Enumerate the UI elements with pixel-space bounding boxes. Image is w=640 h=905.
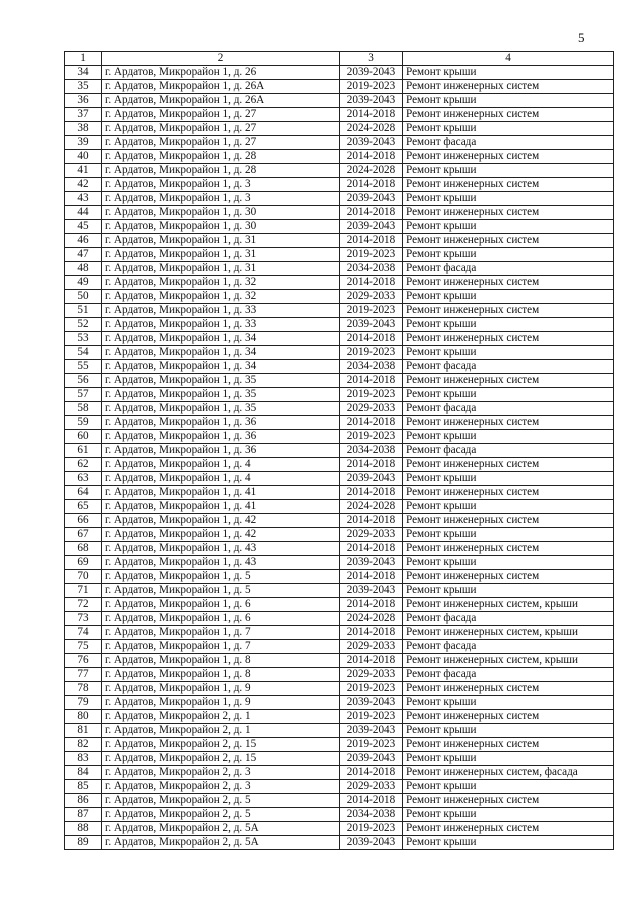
period-cell: 2039-2043 <box>340 472 403 486</box>
table-row <box>65 402 614 416</box>
row-number-cell: 59 <box>65 416 102 430</box>
work-type-cell: Ремонт крыши <box>403 556 614 570</box>
row-number-cell: 74 <box>65 626 102 640</box>
work-type-cell: Ремонт инженерных систем <box>403 178 614 192</box>
address-cell: г. Ардатов, Микрорайон 2, д. 3 <box>102 780 340 794</box>
address-cell: г. Ардатов, Микрорайон 1, д. 34 <box>102 332 340 346</box>
address-cell: г. Ардатов, Микрорайон 1, д. 7 <box>102 640 340 654</box>
table-row <box>65 612 614 626</box>
row-number-cell: 71 <box>65 584 102 598</box>
work-type-cell: Ремонт фасада <box>403 262 614 276</box>
row-number-cell: 88 <box>65 822 102 836</box>
row-number-cell: 70 <box>65 570 102 584</box>
table-row <box>65 416 614 430</box>
work-type-cell: Ремонт инженерных систем, крыши <box>403 598 614 612</box>
work-type-cell: Ремонт инженерных систем <box>403 682 614 696</box>
row-number-cell: 73 <box>65 612 102 626</box>
period-cell: 2039-2043 <box>340 94 403 108</box>
work-type-cell: Ремонт инженерных систем <box>403 542 614 556</box>
address-cell: г. Ардатов, Микрорайон 1, д. 42 <box>102 528 340 542</box>
period-cell: 2019-2023 <box>340 430 403 444</box>
work-type-cell: Ремонт крыши <box>403 472 614 486</box>
period-cell: 2019-2023 <box>340 346 403 360</box>
work-type-cell: Ремонт крыши <box>403 808 614 822</box>
work-type-cell: Ремонт инженерных систем, крыши <box>403 654 614 668</box>
address-cell: г. Ардатов, Микрорайон 1, д. 27 <box>102 136 340 150</box>
table-row <box>65 346 614 360</box>
row-number-cell: 82 <box>65 738 102 752</box>
row-number-cell: 63 <box>65 472 102 486</box>
work-type-cell: Ремонт инженерных систем <box>403 206 614 220</box>
address-cell: г. Ардатов, Микрорайон 2, д. 15 <box>102 738 340 752</box>
table-row <box>65 500 614 514</box>
address-cell: г. Ардатов, Микрорайон 1, д. 4 <box>102 472 340 486</box>
table-row <box>65 206 614 220</box>
row-number-cell: 72 <box>65 598 102 612</box>
row-number-cell: 87 <box>65 808 102 822</box>
address-cell: г. Ардатов, Микрорайон 1, д. 3 <box>102 192 340 206</box>
period-cell: 2014-2018 <box>340 374 403 388</box>
address-cell: г. Ардатов, Микрорайон 1, д. 34 <box>102 360 340 374</box>
row-number-cell: 54 <box>65 346 102 360</box>
table-row <box>65 276 614 290</box>
table-row <box>65 542 614 556</box>
table-row <box>65 388 614 402</box>
table-row <box>65 178 614 192</box>
table-row <box>65 654 614 668</box>
address-cell: г. Ардатов, Микрорайон 1, д. 32 <box>102 276 340 290</box>
row-number-cell: 56 <box>65 374 102 388</box>
address-cell: г. Ардатов, Микрорайон 1, д. 35 <box>102 388 340 402</box>
work-type-cell: Ремонт крыши <box>403 66 614 80</box>
table-row <box>65 318 614 332</box>
address-cell: г. Ардатов, Микрорайон 1, д. 43 <box>102 542 340 556</box>
period-cell: 2019-2023 <box>340 738 403 752</box>
period-cell: 2019-2023 <box>340 682 403 696</box>
period-cell: 2019-2023 <box>340 304 403 318</box>
row-number-cell: 89 <box>65 836 102 850</box>
work-type-cell: Ремонт инженерных систем, крыши <box>403 626 614 640</box>
period-cell: 2019-2023 <box>340 388 403 402</box>
address-cell: г. Ардатов, Микрорайон 2, д. 1 <box>102 724 340 738</box>
period-cell: 2024-2028 <box>340 164 403 178</box>
period-cell: 2029-2033 <box>340 780 403 794</box>
column-header-1: 1 <box>65 52 102 66</box>
table-row <box>65 710 614 724</box>
column-header-3: 3 <box>340 52 403 66</box>
row-number-cell: 65 <box>65 500 102 514</box>
table-row <box>65 528 614 542</box>
table-row <box>65 836 614 850</box>
work-type-cell: Ремонт крыши <box>403 290 614 304</box>
address-cell: г. Ардатов, Микрорайон 1, д. 26 <box>102 66 340 80</box>
work-type-cell: Ремонт крыши <box>403 430 614 444</box>
table-row <box>65 696 614 710</box>
table-row <box>65 724 614 738</box>
period-cell: 2014-2018 <box>340 654 403 668</box>
address-cell: г. Ардатов, Микрорайон 1, д. 31 <box>102 262 340 276</box>
table-row <box>65 584 614 598</box>
row-number-cell: 37 <box>65 108 102 122</box>
period-cell: 2039-2043 <box>340 556 403 570</box>
row-number-cell: 84 <box>65 766 102 780</box>
row-number-cell: 41 <box>65 164 102 178</box>
table-row <box>65 136 614 150</box>
period-cell: 2034-2038 <box>340 360 403 374</box>
table-row <box>65 94 614 108</box>
address-cell: г. Ардатов, Микрорайон 1, д. 34 <box>102 346 340 360</box>
work-type-cell: Ремонт крыши <box>403 528 614 542</box>
period-cell: 2029-2033 <box>340 290 403 304</box>
period-cell: 2014-2018 <box>340 178 403 192</box>
work-type-cell: Ремонт крыши <box>403 220 614 234</box>
row-number-cell: 85 <box>65 780 102 794</box>
work-type-cell: Ремонт крыши <box>403 500 614 514</box>
work-type-cell: Ремонт инженерных систем <box>403 234 614 248</box>
row-number-cell: 77 <box>65 668 102 682</box>
work-type-cell: Ремонт инженерных систем <box>403 570 614 584</box>
table-row <box>65 640 614 654</box>
work-type-cell: Ремонт крыши <box>403 122 614 136</box>
work-type-cell: Ремонт инженерных систем <box>403 458 614 472</box>
row-number-cell: 66 <box>65 514 102 528</box>
work-type-cell: Ремонт крыши <box>403 318 614 332</box>
work-type-cell: Ремонт инженерных систем <box>403 150 614 164</box>
work-type-cell: Ремонт крыши <box>403 584 614 598</box>
table-row <box>65 248 614 262</box>
period-cell: 2039-2043 <box>340 318 403 332</box>
work-type-cell: Ремонт инженерных систем <box>403 374 614 388</box>
table-row <box>65 808 614 822</box>
period-cell: 2039-2043 <box>340 584 403 598</box>
table-row <box>65 164 614 178</box>
row-number-cell: 69 <box>65 556 102 570</box>
table-row <box>65 668 614 682</box>
period-cell: 2014-2018 <box>340 766 403 780</box>
row-number-cell: 48 <box>65 262 102 276</box>
address-cell: г. Ардатов, Микрорайон 1, д. 36 <box>102 444 340 458</box>
row-number-cell: 62 <box>65 458 102 472</box>
period-cell: 2014-2018 <box>340 276 403 290</box>
period-cell: 2034-2038 <box>340 262 403 276</box>
period-cell: 2029-2033 <box>340 640 403 654</box>
row-number-cell: 35 <box>65 80 102 94</box>
work-type-cell: Ремонт инженерных систем <box>403 276 614 290</box>
table-row <box>65 430 614 444</box>
row-number-cell: 58 <box>65 402 102 416</box>
address-cell: г. Ардатов, Микрорайон 1, д. 31 <box>102 234 340 248</box>
work-type-cell: Ремонт инженерных систем <box>403 80 614 94</box>
row-number-cell: 79 <box>65 696 102 710</box>
period-cell: 2014-2018 <box>340 332 403 346</box>
table-row <box>65 794 614 808</box>
period-cell: 2039-2043 <box>340 836 403 850</box>
table-row <box>65 682 614 696</box>
table-row <box>65 192 614 206</box>
work-type-cell: Ремонт инженерных систем <box>403 304 614 318</box>
period-cell: 2014-2018 <box>340 486 403 500</box>
address-cell: г. Ардатов, Микрорайон 2, д. 5А <box>102 836 340 850</box>
work-type-cell: Ремонт инженерных систем <box>403 332 614 346</box>
period-cell: 2014-2018 <box>340 458 403 472</box>
address-cell: г. Ардатов, Микрорайон 1, д. 42 <box>102 514 340 528</box>
work-type-cell: Ремонт крыши <box>403 780 614 794</box>
address-cell: г. Ардатов, Микрорайон 1, д. 32 <box>102 290 340 304</box>
address-cell: г. Ардатов, Микрорайон 1, д. 31 <box>102 248 340 262</box>
row-number-cell: 81 <box>65 724 102 738</box>
row-number-cell: 52 <box>65 318 102 332</box>
row-number-cell: 34 <box>65 66 102 80</box>
address-cell: г. Ардатов, Микрорайон 1, д. 33 <box>102 318 340 332</box>
table-row <box>65 626 614 640</box>
row-number-cell: 83 <box>65 752 102 766</box>
table-row <box>65 458 614 472</box>
row-number-cell: 55 <box>65 360 102 374</box>
period-cell: 2029-2033 <box>340 402 403 416</box>
period-cell: 2024-2028 <box>340 500 403 514</box>
period-cell: 2034-2038 <box>340 808 403 822</box>
row-number-cell: 67 <box>65 528 102 542</box>
period-cell: 2019-2023 <box>340 822 403 836</box>
period-cell: 2024-2028 <box>340 612 403 626</box>
table-row <box>65 486 614 500</box>
work-type-cell: Ремонт крыши <box>403 388 614 402</box>
table-row <box>65 514 614 528</box>
row-number-cell: 42 <box>65 178 102 192</box>
address-cell: г. Ардатов, Микрорайон 1, д. 35 <box>102 374 340 388</box>
row-number-cell: 53 <box>65 332 102 346</box>
table-row <box>65 150 614 164</box>
table-row <box>65 472 614 486</box>
period-cell: 2024-2028 <box>340 122 403 136</box>
row-number-cell: 49 <box>65 276 102 290</box>
period-cell: 2014-2018 <box>340 570 403 584</box>
address-cell: г. Ардатов, Микрорайон 1, д. 9 <box>102 682 340 696</box>
column-header-2: 2 <box>102 52 340 66</box>
table-row <box>65 570 614 584</box>
row-number-cell: 45 <box>65 220 102 234</box>
row-number-cell: 68 <box>65 542 102 556</box>
address-cell: г. Ардатов, Микрорайон 1, д. 43 <box>102 556 340 570</box>
table-row <box>65 360 614 374</box>
work-type-cell: Ремонт крыши <box>403 94 614 108</box>
address-cell: г. Ардатов, Микрорайон 1, д. 5 <box>102 584 340 598</box>
address-cell: г. Ардатов, Микрорайон 1, д. 35 <box>102 402 340 416</box>
work-type-cell: Ремонт инженерных систем <box>403 416 614 430</box>
work-type-cell: Ремонт инженерных систем <box>403 710 614 724</box>
work-type-cell: Ремонт инженерных систем <box>403 794 614 808</box>
period-cell: 2014-2018 <box>340 542 403 556</box>
work-type-cell: Ремонт крыши <box>403 346 614 360</box>
address-cell: г. Ардатов, Микрорайон 1, д. 9 <box>102 696 340 710</box>
period-cell: 2039-2043 <box>340 136 403 150</box>
address-cell: г. Ардатов, Микрорайон 1, д. 5 <box>102 570 340 584</box>
work-type-cell: Ремонт фасада <box>403 640 614 654</box>
address-cell: г. Ардатов, Микрорайон 1, д. 6 <box>102 598 340 612</box>
row-number-cell: 47 <box>65 248 102 262</box>
row-number-cell: 76 <box>65 654 102 668</box>
repair-schedule-table <box>64 51 614 850</box>
row-number-cell: 51 <box>65 304 102 318</box>
work-type-cell: Ремонт крыши <box>403 836 614 850</box>
period-cell: 2014-2018 <box>340 206 403 220</box>
row-number-cell: 57 <box>65 388 102 402</box>
row-number-cell: 43 <box>65 192 102 206</box>
period-cell: 2019-2023 <box>340 710 403 724</box>
row-number-cell: 80 <box>65 710 102 724</box>
row-number-cell: 60 <box>65 430 102 444</box>
work-type-cell: Ремонт фасада <box>403 136 614 150</box>
page-number: 5 <box>578 30 585 45</box>
period-cell: 2039-2043 <box>340 66 403 80</box>
address-cell: г. Ардатов, Микрорайон 2, д. 5 <box>102 794 340 808</box>
work-type-cell: Ремонт крыши <box>403 248 614 262</box>
table-row <box>65 444 614 458</box>
table-row <box>65 290 614 304</box>
table-row <box>65 262 614 276</box>
address-cell: г. Ардатов, Микрорайон 1, д. 27 <box>102 122 340 136</box>
table-row <box>65 66 614 80</box>
work-type-cell: Ремонт инженерных систем <box>403 486 614 500</box>
row-number-cell: 64 <box>65 486 102 500</box>
period-cell: 2014-2018 <box>340 234 403 248</box>
period-cell: 2034-2038 <box>340 444 403 458</box>
address-cell: г. Ардатов, Микрорайон 2, д. 5А <box>102 822 340 836</box>
address-cell: г. Ардатов, Микрорайон 1, д. 28 <box>102 164 340 178</box>
column-header-4: 4 <box>403 52 614 66</box>
period-cell: 2039-2043 <box>340 192 403 206</box>
period-cell: 2014-2018 <box>340 626 403 640</box>
work-type-cell: Ремонт крыши <box>403 164 614 178</box>
table-row <box>65 108 614 122</box>
table-row <box>65 220 614 234</box>
work-type-cell: Ремонт фасада <box>403 360 614 374</box>
work-type-cell: Ремонт крыши <box>403 192 614 206</box>
address-cell: г. Ардатов, Микрорайон 1, д. 41 <box>102 486 340 500</box>
table-row <box>65 304 614 318</box>
row-number-cell: 39 <box>65 136 102 150</box>
address-cell: г. Ардатов, Микрорайон 1, д. 33 <box>102 304 340 318</box>
table-row <box>65 556 614 570</box>
address-cell: г. Ардатов, Микрорайон 1, д. 30 <box>102 220 340 234</box>
address-cell: г. Ардатов, Микрорайон 2, д. 5 <box>102 808 340 822</box>
row-number-cell: 40 <box>65 150 102 164</box>
work-type-cell: Ремонт фасада <box>403 668 614 682</box>
address-cell: г. Ардатов, Микрорайон 1, д. 30 <box>102 206 340 220</box>
address-cell: г. Ардатов, Микрорайон 1, д. 26А <box>102 80 340 94</box>
period-cell: 2014-2018 <box>340 150 403 164</box>
address-cell: г. Ардатов, Микрорайон 1, д. 7 <box>102 626 340 640</box>
work-type-cell: Ремонт инженерных систем <box>403 822 614 836</box>
table-row <box>65 122 614 136</box>
address-cell: г. Ардатов, Микрорайон 1, д. 6 <box>102 612 340 626</box>
work-type-cell: Ремонт фасада <box>403 402 614 416</box>
period-cell: 2014-2018 <box>340 108 403 122</box>
period-cell: 2019-2023 <box>340 80 403 94</box>
period-cell: 2014-2018 <box>340 416 403 430</box>
address-cell: г. Ардатов, Микрорайон 1, д. 27 <box>102 108 340 122</box>
row-number-cell: 61 <box>65 444 102 458</box>
table-row <box>65 752 614 766</box>
address-cell: г. Ардатов, Микрорайон 2, д. 15 <box>102 752 340 766</box>
period-cell: 2039-2043 <box>340 220 403 234</box>
row-number-cell: 36 <box>65 94 102 108</box>
address-cell: г. Ардатов, Микрорайон 1, д. 8 <box>102 668 340 682</box>
period-cell: 2014-2018 <box>340 794 403 808</box>
work-type-cell: Ремонт инженерных систем, фасада <box>403 766 614 780</box>
address-cell: г. Ардатов, Микрорайон 2, д. 1 <box>102 710 340 724</box>
work-type-cell: Ремонт инженерных систем <box>403 738 614 752</box>
address-cell: г. Ардатов, Микрорайон 1, д. 41 <box>102 500 340 514</box>
table-body <box>65 66 614 850</box>
table-row <box>65 234 614 248</box>
row-number-cell: 46 <box>65 234 102 248</box>
address-cell: г. Ардатов, Микрорайон 1, д. 4 <box>102 458 340 472</box>
row-number-cell: 86 <box>65 794 102 808</box>
table-row <box>65 822 614 836</box>
work-type-cell: Ремонт фасада <box>403 444 614 458</box>
address-cell: г. Ардатов, Микрорайон 1, д. 26А <box>102 94 340 108</box>
address-cell: г. Ардатов, Микрорайон 1, д. 28 <box>102 150 340 164</box>
row-number-cell: 75 <box>65 640 102 654</box>
row-number-cell: 44 <box>65 206 102 220</box>
table-row <box>65 738 614 752</box>
table-row <box>65 766 614 780</box>
address-cell: г. Ардатов, Микрорайон 1, д. 3 <box>102 178 340 192</box>
address-cell: г. Ардатов, Микрорайон 1, д. 36 <box>102 430 340 444</box>
period-cell: 2039-2043 <box>340 696 403 710</box>
period-cell: 2029-2033 <box>340 528 403 542</box>
address-cell: г. Ардатов, Микрорайон 1, д. 8 <box>102 654 340 668</box>
row-number-cell: 78 <box>65 682 102 696</box>
work-type-cell: Ремонт крыши <box>403 696 614 710</box>
address-cell: г. Ардатов, Микрорайон 1, д. 36 <box>102 416 340 430</box>
address-cell: г. Ардатов, Микрорайон 2, д. 3 <box>102 766 340 780</box>
period-cell: 2014-2018 <box>340 514 403 528</box>
period-cell: 2039-2043 <box>340 752 403 766</box>
table-row <box>65 332 614 346</box>
work-type-cell: Ремонт фасада <box>403 612 614 626</box>
period-cell: 2019-2023 <box>340 248 403 262</box>
row-number-cell: 50 <box>65 290 102 304</box>
period-cell: 2014-2018 <box>340 598 403 612</box>
work-type-cell: Ремонт инженерных систем <box>403 108 614 122</box>
table-row <box>65 374 614 388</box>
table-header-row <box>65 52 614 66</box>
row-number-cell: 38 <box>65 122 102 136</box>
period-cell: 2029-2033 <box>340 668 403 682</box>
work-type-cell: Ремонт крыши <box>403 752 614 766</box>
work-type-cell: Ремонт инженерных систем <box>403 514 614 528</box>
table-row <box>65 598 614 612</box>
table-row <box>65 80 614 94</box>
work-type-cell: Ремонт крыши <box>403 724 614 738</box>
table-row <box>65 780 614 794</box>
period-cell: 2039-2043 <box>340 724 403 738</box>
